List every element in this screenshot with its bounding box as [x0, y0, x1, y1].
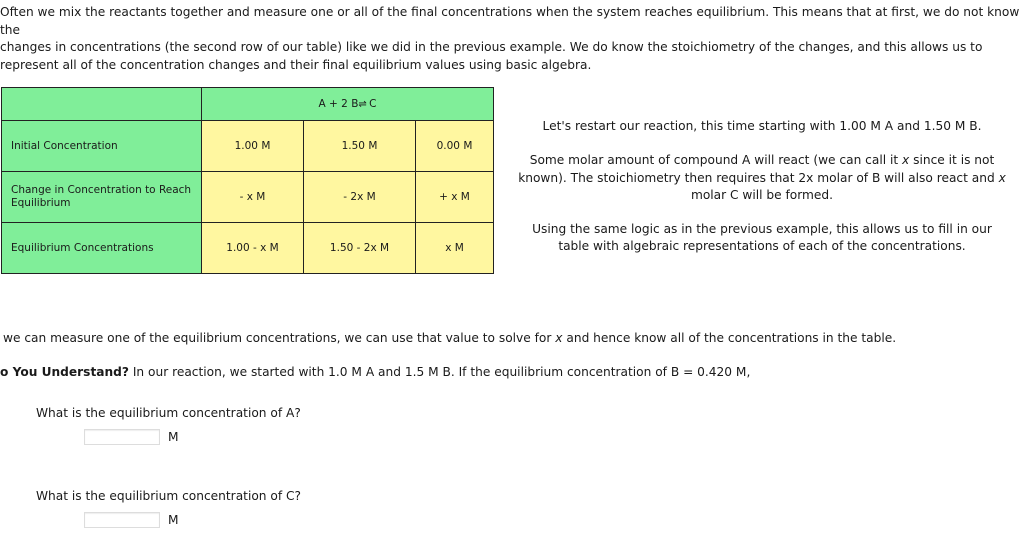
reaction-right: C	[369, 98, 377, 110]
explanation-p2-a: Some molar amount of compound A will react (we can call it	[529, 153, 903, 168]
equilibrium-arrow-icon: ⇌	[358, 99, 366, 110]
table-row	[2, 121, 494, 172]
answer-a-unit: M	[168, 430, 179, 444]
ice-table	[1, 87, 494, 274]
variable-x: x	[998, 170, 1006, 185]
cell-equilibrium-b: 1.50 - 2x M	[304, 223, 416, 274]
answer-a-input[interactable]	[84, 429, 160, 445]
explanation-p2-c: molar C will be formed.	[690, 187, 834, 202]
intro-paragraph	[0, 4, 1020, 74]
table-row	[2, 172, 494, 223]
answer-c-row	[84, 512, 179, 528]
explanation-p1: Let's restart our reaction, this time starting with 1.00 M A and 1.50 M B.	[542, 119, 982, 133]
solve-note	[3, 331, 896, 345]
variable-x: x	[555, 331, 563, 345]
explanation-p2	[516, 152, 1008, 204]
intro-line-1: Often we mix the reactants together and measure one or all of the final concentrations when the system reaches equilibrium. This means that at first, we do not know the	[0, 5, 1020, 37]
explanation-p3: Using the same logic as in the previous example, this allows us to fill in our table with algebraic representations of each of the concentrations.	[532, 222, 992, 254]
explanation-panel	[516, 118, 1008, 273]
row-label-initial: Initial Concentration	[2, 121, 202, 172]
understand-prompt	[0, 365, 750, 379]
row-label-equilibrium: Equilibrium Concentrations	[2, 223, 202, 274]
intro-line-3: represent all of the concentration changes and their final equilibrium values using basic algebra.	[0, 57, 592, 72]
answer-a-row	[84, 429, 179, 445]
understand-heading: o You Understand?	[0, 365, 129, 379]
question-a-label: What is the equilibrium concentration of A?	[36, 406, 301, 420]
reaction-left: A + 2 B	[318, 98, 359, 110]
question-c-label: What is the equilibrium concentration of C?	[36, 489, 301, 503]
cell-equilibrium-a: 1.00 - x M	[202, 223, 304, 274]
answer-c-unit: M	[168, 513, 179, 527]
row-label-change: Change in Concentration to Reach Equilibrium	[2, 172, 202, 223]
cell-initial-a: 1.00 M	[202, 121, 304, 172]
ice-header-row	[2, 88, 494, 121]
solve-note-a: we can measure one of the equilibrium concentrations, we can use that value to solve for	[3, 331, 556, 345]
explanation-p2-b: since it is not known). The stoichiometry then requires that 2x molar of B will also react and	[518, 153, 999, 185]
cell-change-a: - x M	[202, 172, 304, 223]
cell-change-c: + x M	[416, 172, 494, 223]
intro-line-2: changes in concentrations (the second row of our table) like we did in the previous example. We do know the stoichiometry of the changes, and this allows us to	[0, 40, 983, 54]
ice-header-blank	[2, 88, 202, 121]
understand-text: In our reaction, we started with 1.0 M A and 1.5 M B. If the equilibrium concentration of B = 0.420 M,	[128, 365, 751, 379]
table-row	[2, 223, 494, 274]
reaction-equation	[202, 88, 494, 121]
variable-x: x	[902, 153, 910, 168]
cell-initial-c: 0.00 M	[416, 121, 494, 172]
answer-c-input[interactable]	[84, 512, 160, 528]
solve-note-b: and hence know all of the concentrations in the table.	[562, 331, 897, 345]
cell-change-b: - 2x M	[304, 172, 416, 223]
cell-equilibrium-c: x M	[416, 223, 494, 274]
cell-initial-b: 1.50 M	[304, 121, 416, 172]
